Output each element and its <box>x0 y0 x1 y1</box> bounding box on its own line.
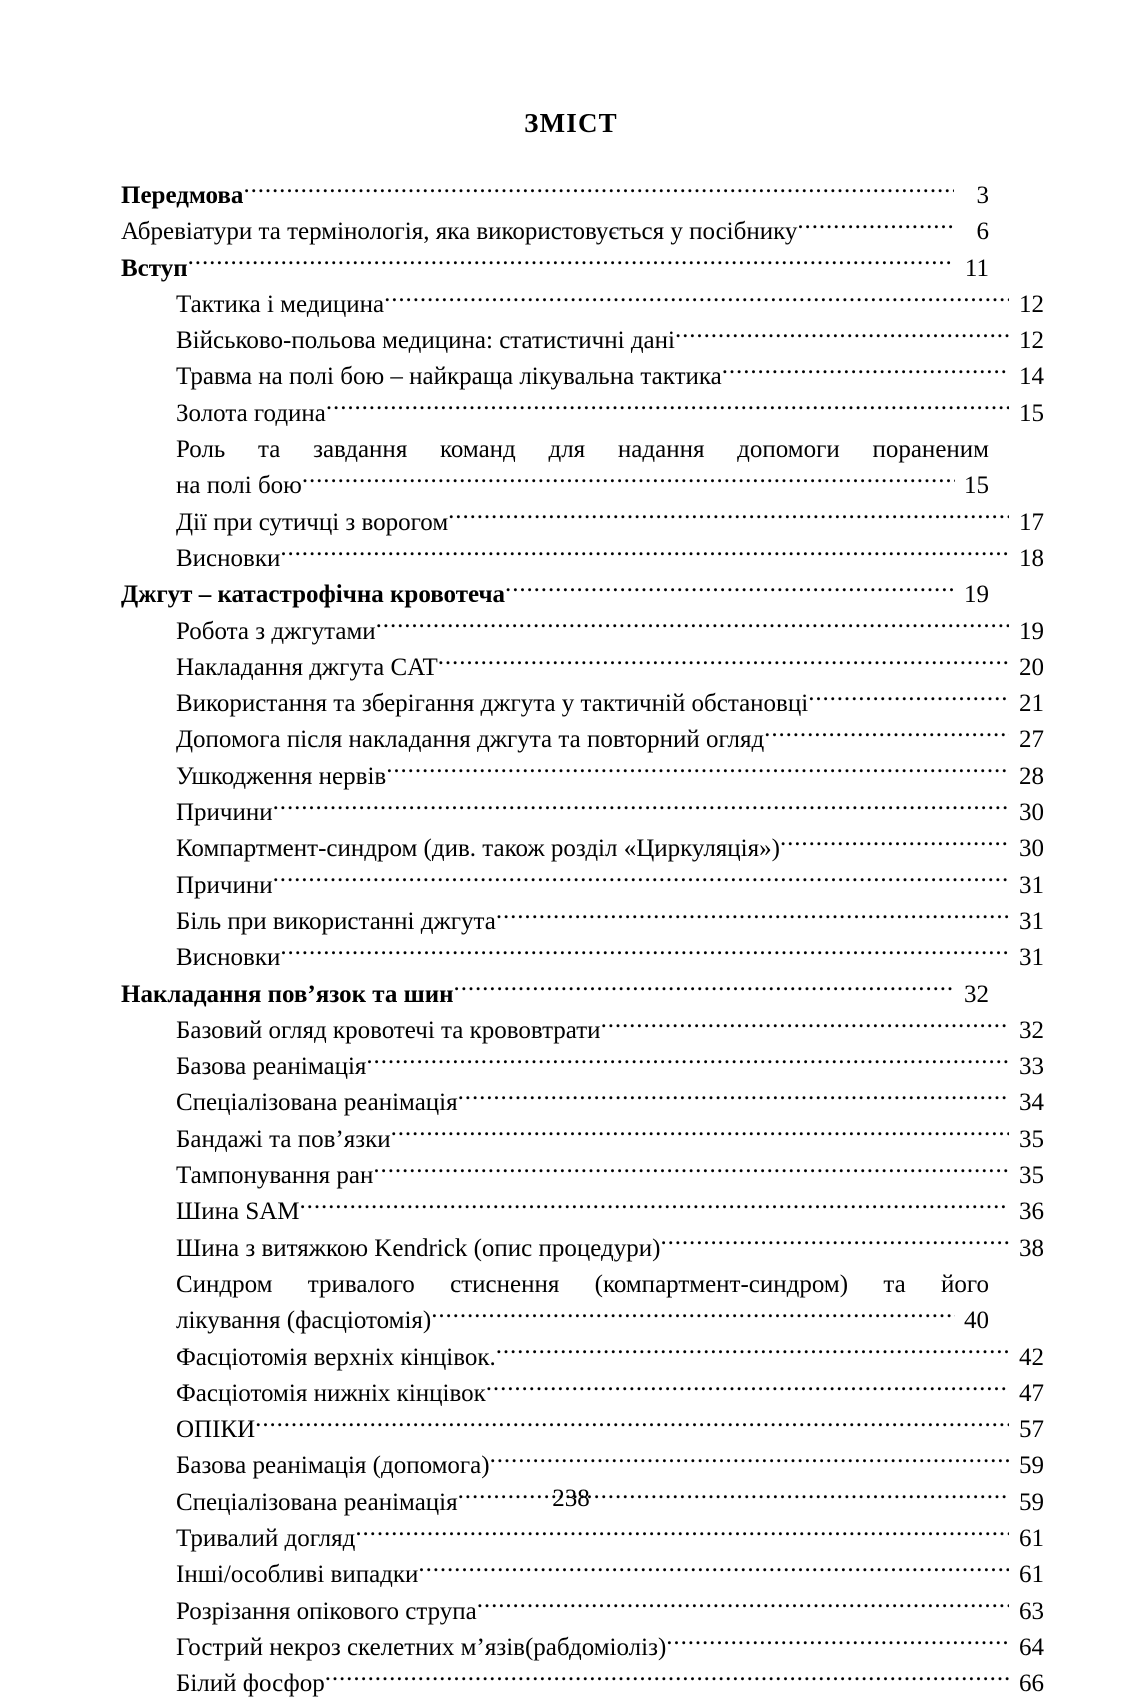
toc-entry-page-number: 30 <box>1019 835 1044 863</box>
toc-entry-page-number: 47 <box>1019 1379 1044 1407</box>
toc-leader-dots <box>326 396 1009 421</box>
toc-leader-dots <box>280 940 1009 965</box>
toc-entry-page-number: 33 <box>1019 1053 1044 1081</box>
toc-entry[interactable] <box>176 1594 1044 1630</box>
toc-entry-label: Базова реанімація <box>176 1053 367 1081</box>
toc-entry-label: Накладання джгута CAT <box>176 653 438 681</box>
toc-entry[interactable] <box>176 940 1044 976</box>
toc-entry[interactable] <box>121 214 989 250</box>
toc-entry[interactable] <box>176 614 1044 650</box>
toc-entry-label: Спеціалізована реанімація <box>176 1089 458 1117</box>
toc-entry[interactable] <box>176 359 1044 395</box>
toc-leader-dots <box>431 1303 955 1328</box>
toc-entry-line2 <box>176 1303 989 1339</box>
toc-leader-dots <box>273 795 1009 820</box>
page-title: ЗМІСТ <box>524 108 618 138</box>
toc-entry[interactable] <box>176 1521 1044 1557</box>
toc-leader-dots <box>418 1557 1009 1582</box>
toc-entry-label-line1: Синдром тривалого стиснення (компартмент-синдром) та його <box>176 1270 989 1298</box>
page-folio-number: 238 <box>552 1485 590 1512</box>
toc-leader-dots <box>496 1340 1009 1365</box>
toc-leader-dots <box>366 1049 1009 1074</box>
toc-leader-dots <box>490 1448 1009 1473</box>
toc-entry-page-number: 17 <box>1019 508 1044 536</box>
toc-entry-label: Базовий огляд кровотечі та крововтрати <box>176 1016 601 1044</box>
toc-entry-page-number: 61 <box>1019 1561 1044 1589</box>
toc-entry-label: Шина з витяжкою Kendrick (опис процедури) <box>176 1234 661 1262</box>
toc-entry-page-number: 21 <box>1019 690 1044 718</box>
toc-entry-page-number: 11 <box>964 254 989 282</box>
toc-entry-label: Використання та зберігання джгута у тактичній обстановці <box>176 690 809 718</box>
toc-leader-dots <box>302 468 955 493</box>
toc-entry-page-number: 19 <box>1019 617 1044 645</box>
toc-entry-label: Компартмент-синдром (див. також розділ «Циркуляція») <box>176 835 780 863</box>
toc-entry[interactable] <box>176 396 1044 432</box>
toc-entry[interactable] <box>176 759 1044 795</box>
toc-entry-label: Вступ <box>121 254 188 282</box>
toc-leader-dots <box>438 650 1009 675</box>
toc-entry-page-number: 59 <box>1019 1452 1044 1480</box>
toc-entry-line2 <box>176 468 989 504</box>
toc-leader-dots <box>505 577 954 602</box>
toc-entry-page-number: 3 <box>976 182 989 209</box>
toc-entry-label: Причини <box>176 871 273 899</box>
toc-entry[interactable] <box>176 1557 1044 1593</box>
toc-entry-page-number: 15 <box>964 472 989 500</box>
toc-leader-dots <box>454 977 954 1002</box>
toc-entry[interactable] <box>121 977 989 1013</box>
toc-entry-label: Робота з джгутами <box>176 617 376 645</box>
toc-entry-page-number: 35 <box>1019 1125 1044 1153</box>
toc-entry-label: Травма на полі бою – найкраща лікувальна тактика <box>176 363 722 391</box>
toc-leader-dots <box>391 1122 1009 1147</box>
toc-entry-label: Спеціалізована реанімація <box>176 1488 458 1516</box>
toc-entry-page-number: 6 <box>976 218 989 246</box>
toc-entry-page-number: 31 <box>1019 944 1044 972</box>
toc-entry-page-number: 38 <box>1019 1234 1044 1262</box>
toc-entry-label: Шина SAM <box>176 1198 300 1226</box>
toc-entry-page-number: 57 <box>1019 1416 1044 1444</box>
toc-entry-wrapped[interactable] <box>176 432 989 505</box>
toc-entry[interactable] <box>176 505 1044 541</box>
toc-entry[interactable] <box>121 251 989 287</box>
toc-entry-label: Інші/особливі випадки <box>176 1561 419 1589</box>
toc-entry[interactable] <box>176 1194 1044 1230</box>
toc-entry[interactable] <box>176 650 1044 686</box>
toc-entry[interactable] <box>176 1340 1044 1376</box>
toc-entry-page-number: 32 <box>964 980 989 1008</box>
toc-entry[interactable] <box>176 287 1044 323</box>
toc-entry-label: Тактика і медицина <box>176 290 385 318</box>
toc-leader-dots <box>666 1630 1009 1655</box>
toc-entry[interactable] <box>176 722 1044 758</box>
toc-entry-page-number: 36 <box>1019 1198 1044 1226</box>
toc-entry[interactable] <box>176 1049 1044 1085</box>
toc-entry-page-number: 30 <box>1019 799 1044 827</box>
toc-entry-page-number: 15 <box>1019 399 1044 427</box>
toc-entry-page-number: 42 <box>1019 1343 1044 1371</box>
toc-leader-dots <box>255 1412 1009 1437</box>
toc-leader-dots <box>601 1013 1009 1038</box>
toc-entry-label: Біль при використанні джгута <box>176 907 496 935</box>
toc-entry[interactable] <box>121 178 989 214</box>
toc-entry[interactable] <box>176 1412 1044 1448</box>
toc-entry-label: Гострий некроз скелетних м’язів(рабдоміоліз) <box>176 1633 667 1661</box>
toc-entry-label: ОПІКИ <box>176 1416 256 1444</box>
toc-leader-dots <box>243 178 954 203</box>
toc-entry[interactable] <box>176 686 1044 722</box>
toc-entry-page-number: 31 <box>1019 907 1044 935</box>
toc-entry-page-number: 63 <box>1019 1597 1044 1625</box>
toc-leader-dots <box>675 323 1009 348</box>
toc-leader-dots <box>660 1231 1009 1256</box>
toc-leader-dots <box>280 541 1009 566</box>
toc-leader-dots <box>764 722 1009 747</box>
table-of-contents <box>121 178 1044 1702</box>
toc-entry-label: Тампонування ран <box>176 1162 374 1190</box>
toc-entry-label: Ушкодження нервів <box>176 762 387 790</box>
toc-entry-label: Допомога після накладання джгута та повторний огляд <box>176 726 765 754</box>
toc-entry-label: Накладання пов’язок та шин <box>121 980 454 1008</box>
toc-entry-label: Бандажі та пов’язки <box>176 1125 391 1153</box>
toc-leader-dots <box>273 868 1009 893</box>
toc-entry-label: Розрізання опікового струпа <box>176 1597 477 1625</box>
toc-entry-label: Військово-польова медицина: статистичні дані <box>176 327 675 355</box>
toc-entry-label: Висновки <box>176 544 281 572</box>
toc-entry[interactable] <box>176 1376 1044 1412</box>
toc-entry[interactable] <box>176 1630 1044 1666</box>
toc-entry-label-line2: на полі бою <box>176 472 302 500</box>
toc-entry[interactable] <box>176 795 1044 831</box>
toc-entry-label: Причини <box>176 799 273 827</box>
toc-leader-dots <box>797 214 954 239</box>
toc-entry-page-number: 34 <box>1019 1089 1044 1117</box>
toc-entry[interactable] <box>121 577 989 613</box>
toc-entry-label: Фасціотомія верхніх кінцівок. <box>176 1343 496 1371</box>
toc-entry-label: Джгут – катастрофічна кровотеча <box>121 581 506 609</box>
toc-entry-page-number: 12 <box>1019 290 1044 318</box>
toc-entry-wrapped[interactable] <box>176 1267 989 1340</box>
toc-entry-page-number: 61 <box>1019 1524 1044 1552</box>
toc-entry[interactable] <box>176 1122 1044 1158</box>
toc-leader-dots <box>355 1521 1009 1546</box>
toc-entry-label: Фасціотомія нижніх кінцівок <box>176 1379 486 1407</box>
toc-leader-dots <box>373 1158 1009 1183</box>
toc-entry[interactable] <box>176 541 1044 577</box>
toc-entry[interactable] <box>176 831 1044 867</box>
toc-entry-label: Абревіатури та термінологія, яка використовується у посібнику <box>121 218 798 246</box>
toc-leader-dots <box>300 1194 1009 1219</box>
toc-entry-page-number: 35 <box>1019 1162 1044 1190</box>
toc-entry[interactable] <box>176 1666 1044 1702</box>
toc-entry-label: Базова реанімація (допомога) <box>176 1452 490 1480</box>
toc-leader-dots <box>496 904 1009 929</box>
toc-entry-label: Дії при сутичці з ворогом <box>176 508 449 536</box>
toc-leader-dots <box>722 359 1009 384</box>
toc-entry-page-number: 59 <box>1019 1488 1044 1516</box>
toc-entry-label: Золота година <box>176 399 326 427</box>
toc-entry[interactable] <box>176 1013 1044 1049</box>
toc-entry-page-number: 66 <box>1019 1670 1044 1698</box>
toc-entry-label-line2: лікування (фасціотомія) <box>176 1307 432 1335</box>
toc-entry-page-number: 14 <box>1019 363 1044 391</box>
toc-leader-dots <box>448 505 1009 530</box>
toc-leader-dots <box>386 759 1009 784</box>
toc-entry-page-number: 31 <box>1019 871 1044 899</box>
toc-entry-page-number: 27 <box>1019 726 1044 754</box>
toc-entry-page-number: 40 <box>964 1307 989 1335</box>
toc-entry-page-number: 19 <box>964 581 989 609</box>
toc-entry[interactable] <box>176 1448 1044 1484</box>
toc-entry-page-number: 32 <box>1019 1016 1044 1044</box>
toc-leader-dots <box>384 287 1009 312</box>
toc-entry[interactable] <box>176 1231 1044 1267</box>
toc-entry[interactable] <box>176 868 1044 904</box>
toc-entry-page-number: 28 <box>1019 762 1044 790</box>
toc-entry[interactable] <box>176 323 1044 359</box>
toc-entry[interactable] <box>176 904 1044 940</box>
toc-leader-dots <box>376 614 1009 639</box>
toc-leader-dots <box>458 1085 1009 1110</box>
toc-entry-page-number: 20 <box>1019 653 1044 681</box>
toc-entry-label: Передмова <box>121 182 244 209</box>
toc-leader-dots <box>486 1376 1009 1401</box>
toc-entry-label: Висновки <box>176 944 281 972</box>
toc-entry-label-line1: Роль та завдання команд для надання допомоги пораненим <box>176 436 989 464</box>
toc-entry[interactable] <box>176 1085 1044 1121</box>
toc-entry-page-number: 18 <box>1019 544 1044 572</box>
toc-leader-dots <box>188 251 954 276</box>
toc-entry-page-number: 12 <box>1019 327 1044 355</box>
toc-leader-dots <box>808 686 1009 711</box>
toc-entry-page-number: 64 <box>1019 1633 1044 1661</box>
toc-entry[interactable] <box>176 1158 1044 1194</box>
toc-leader-dots <box>780 831 1009 856</box>
toc-entry-label: Білий фосфор <box>176 1670 325 1698</box>
toc-entry-label: Тривалий догляд <box>176 1524 356 1552</box>
toc-leader-dots <box>325 1666 1009 1691</box>
